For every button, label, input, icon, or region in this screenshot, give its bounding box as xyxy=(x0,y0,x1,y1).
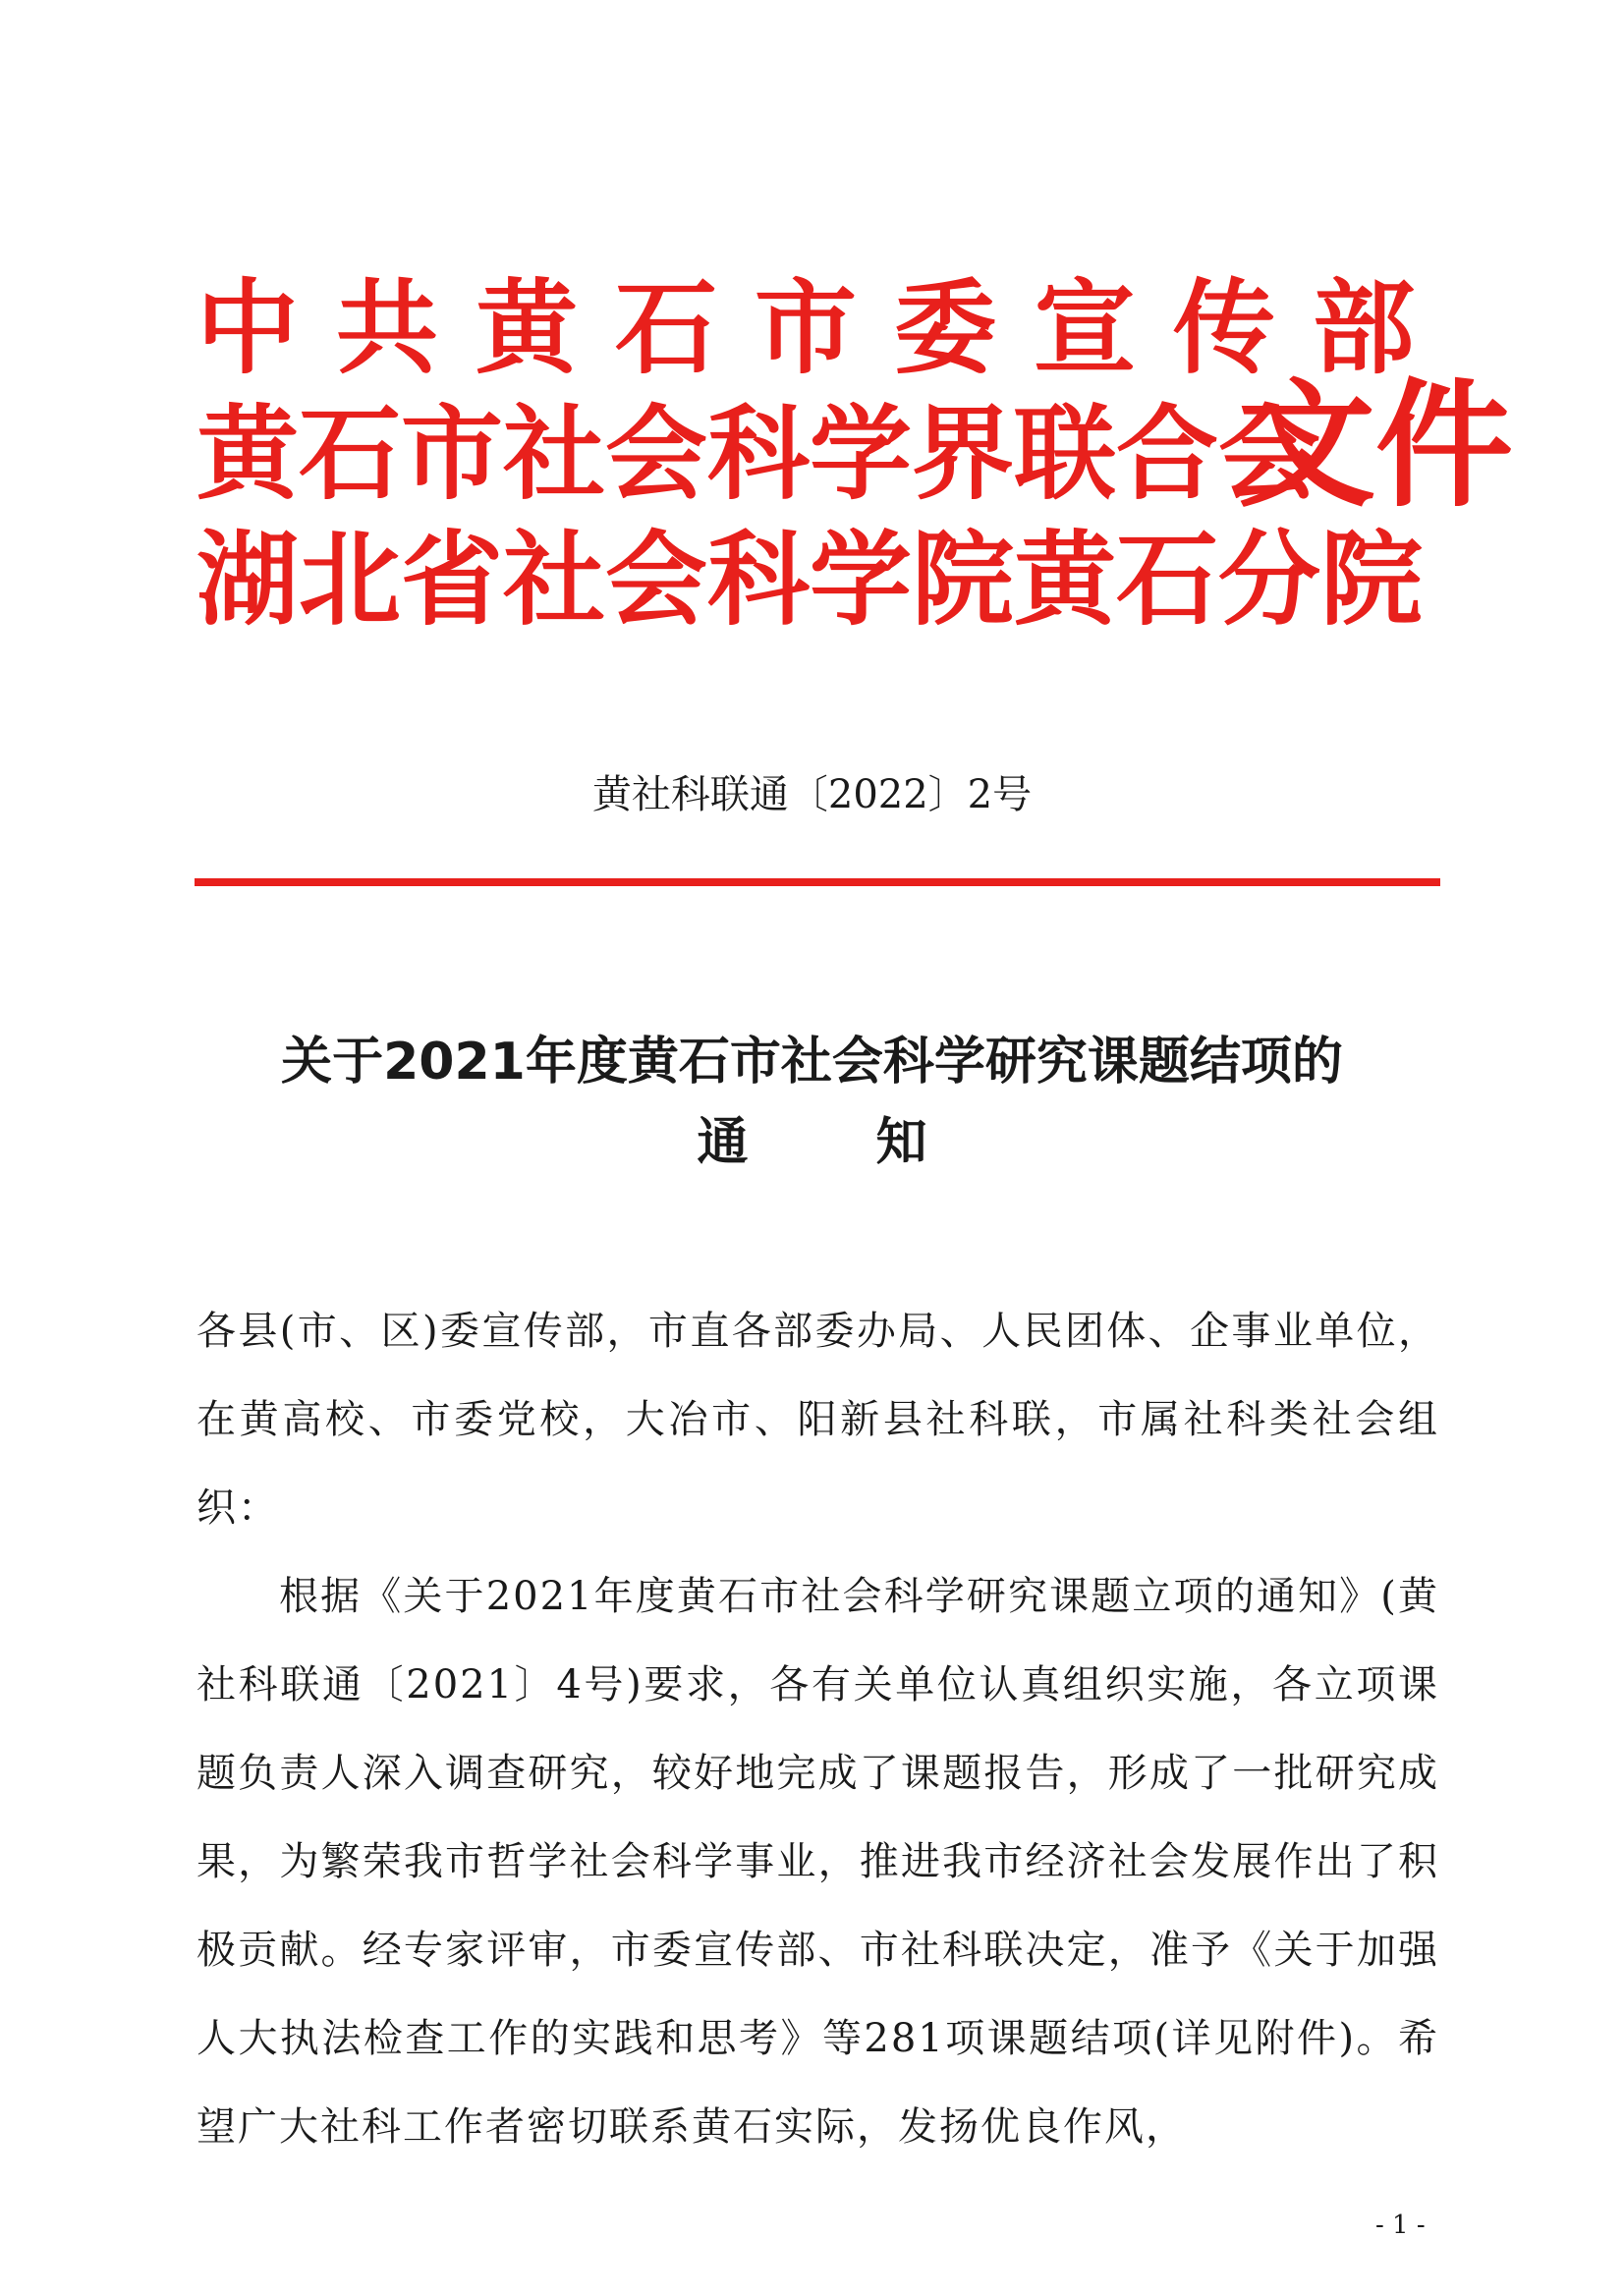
document-kind-label: 文件 xyxy=(1238,366,1514,527)
notice-title-line2: 通知 xyxy=(697,1113,1055,1172)
body-paragraph-1: 根据《关于2021年度黄石市社会科学研究课题立项的通知》(黄社科联通〔2021〕4号)要求，各有关单位认真组织实施，各立项课题负责人深入调查研究，较好地完成了课题报告，形成了一批研究成果，为繁荣我市哲学社会科学事业，推进我市经济社会发展作出了积极贡献。经专家评审，市委宣传部、市社科联决定，准予《关于加强人大执法检查工作的实践和思考》等281项课题结项(详见附件)。希望广大社科工作者密切联系黄石实际，发扬优良作风， xyxy=(196,1574,1439,2150)
document-header xyxy=(196,265,1514,648)
notice-body xyxy=(196,1287,1439,2171)
red-divider xyxy=(195,878,1440,886)
page-number: - 1 - xyxy=(1375,2211,1426,2240)
notice-title-line1: 关于2021年度黄石市社会科学研究课题结项的 xyxy=(281,1033,1343,1092)
issuer-propaganda-department: 中共黄石市委宣传部 xyxy=(196,268,1453,388)
salutation: 各县(市、区)委宣传部，市直各部委办局、人民团体、企事业单位，在黄高校、市委党校，大冶市、阳新县社科联，市属社科类社会组织： xyxy=(196,1309,1439,1531)
document-number: 黄社科联通〔2022〕2号 xyxy=(591,772,1033,817)
issuer-academy-branch: 湖北省社会科学院黄石分院 xyxy=(196,520,1424,640)
notice-title xyxy=(0,1022,1624,1183)
issuer-social-science-federation: 黄石市社会科学界联合会 xyxy=(196,394,1321,514)
